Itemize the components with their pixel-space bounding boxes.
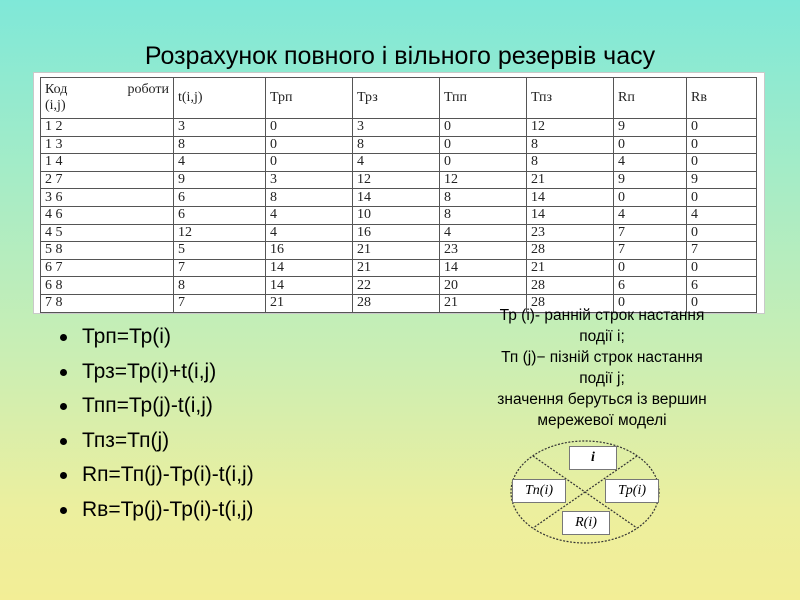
cell-tpp: 20	[440, 277, 527, 295]
header-code-label-2: роботи	[127, 82, 169, 97]
cell-rp: 0	[614, 259, 687, 277]
cell-rv: 0	[687, 294, 757, 312]
cell-trp: 14	[266, 259, 353, 277]
table-row	[41, 136, 757, 154]
cell-code: 6 8	[41, 277, 174, 295]
cell-rv: 0	[687, 189, 757, 207]
cell-trp: 4	[266, 224, 353, 242]
cell-rv: 4	[687, 206, 757, 224]
table-row	[41, 119, 757, 137]
cell-rv: 9	[687, 171, 757, 189]
bullet-icon	[60, 438, 67, 445]
cell-tpz: 21	[527, 171, 614, 189]
cell-trp: 21	[266, 294, 353, 312]
bullet-icon	[60, 334, 67, 341]
formula-item	[60, 355, 254, 390]
header-rv: Rв	[687, 78, 757, 119]
cell-t: 9	[174, 171, 266, 189]
cell-rp: 0	[614, 294, 687, 312]
cell-code: 6 7	[41, 259, 174, 277]
cell-t: 8	[174, 277, 266, 295]
cell-tpp: 0	[440, 119, 527, 137]
cell-trp: 8	[266, 189, 353, 207]
node-late-time-label: Tn(i)	[512, 479, 566, 503]
table-row	[41, 206, 757, 224]
cell-rv: 0	[687, 154, 757, 172]
table-row	[41, 224, 757, 242]
cell-tpp: 8	[440, 206, 527, 224]
cell-tpp: 14	[440, 259, 527, 277]
cell-t: 8	[174, 136, 266, 154]
header-tpp: Тпп	[440, 78, 527, 119]
cell-t: 12	[174, 224, 266, 242]
formula-item	[60, 389, 254, 424]
cell-code: 4 6	[41, 206, 174, 224]
table-row	[41, 242, 757, 260]
cell-trz: 8	[353, 136, 440, 154]
cell-tpz: 14	[527, 206, 614, 224]
event-node-diagram	[505, 440, 675, 555]
cell-trz: 14	[353, 189, 440, 207]
bullet-icon	[60, 472, 67, 479]
cell-trp: 3	[266, 171, 353, 189]
table-body	[41, 119, 757, 313]
cell-trp: 4	[266, 206, 353, 224]
reserves-table	[40, 77, 757, 313]
table-row	[41, 154, 757, 172]
formula-item	[60, 320, 254, 355]
node-reserve-label: R(i)	[562, 511, 610, 535]
bullet-icon	[60, 369, 67, 376]
cell-t: 7	[174, 294, 266, 312]
note-line-5: значення беруться із вершин	[497, 391, 707, 408]
cell-code: 7 8	[41, 294, 174, 312]
cell-trz: 21	[353, 259, 440, 277]
cell-t: 3	[174, 119, 266, 137]
formula-list	[60, 320, 254, 527]
cell-code: 5 8	[41, 242, 174, 260]
note-line-2: події і;	[579, 328, 625, 345]
cell-rp: 0	[614, 136, 687, 154]
formula-text: Тпз=Тп(j)	[82, 428, 170, 452]
cell-rp: 0	[614, 189, 687, 207]
cell-tpp: 4	[440, 224, 527, 242]
header-rp: Rп	[614, 78, 687, 119]
cell-trz: 10	[353, 206, 440, 224]
cell-trz: 28	[353, 294, 440, 312]
cell-tpz: 28	[527, 294, 614, 312]
formula-text: Трз=Тр(i)+t(i,j)	[82, 359, 217, 383]
note-line-3: Тп (j)− пізній строк настання	[501, 349, 703, 366]
cell-t: 6	[174, 189, 266, 207]
cell-trz: 3	[353, 119, 440, 137]
table-header-row	[41, 78, 757, 119]
cell-rv: 0	[687, 136, 757, 154]
cell-rv: 7	[687, 242, 757, 260]
cell-rv: 0	[687, 119, 757, 137]
cell-t: 6	[174, 206, 266, 224]
header-trz: Трз	[353, 78, 440, 119]
cell-code: 1 2	[41, 119, 174, 137]
cell-tpz: 23	[527, 224, 614, 242]
cell-trp: 0	[266, 154, 353, 172]
header-tpz: Тпз	[527, 78, 614, 119]
cell-rp: 9	[614, 119, 687, 137]
cell-code: 1 3	[41, 136, 174, 154]
note-line-4: події j;	[579, 370, 625, 387]
bullet-icon	[60, 403, 67, 410]
note-line-1: Тр (i)- ранній строк настання	[499, 307, 705, 324]
formula-text: Тпп=Тр(j)-t(i,j)	[82, 394, 213, 417]
cell-rp: 7	[614, 224, 687, 242]
cell-trz: 4	[353, 154, 440, 172]
cell-tpz: 14	[527, 189, 614, 207]
cell-trp: 16	[266, 242, 353, 260]
cell-tpp: 21	[440, 294, 527, 312]
table-row	[41, 277, 757, 295]
cell-tpz: 8	[527, 154, 614, 172]
cell-trp: 14	[266, 277, 353, 295]
cell-rv: 0	[687, 224, 757, 242]
table-row	[41, 189, 757, 207]
cell-trp: 0	[266, 136, 353, 154]
cell-rp: 4	[614, 154, 687, 172]
formula-text: Rв=Тр(j)-Тр(i)-t(i,j)	[82, 497, 254, 521]
header-trp: Трп	[266, 78, 353, 119]
cell-trz: 21	[353, 242, 440, 260]
cell-tpz: 12	[527, 119, 614, 137]
node-early-time-label: Tp(i)	[605, 479, 659, 503]
formula-text: Rп=Тп(j)-Тр(i)-t(i,j)	[82, 463, 254, 486]
note-line-6: мережевої моделі	[537, 412, 667, 429]
cell-trz: 22	[353, 277, 440, 295]
cell-t: 7	[174, 259, 266, 277]
cell-code: 1 4	[41, 154, 174, 172]
cell-tpp: 8	[440, 189, 527, 207]
cell-rp: 9	[614, 171, 687, 189]
header-code-label: Код	[45, 82, 68, 97]
header-code-sub: (i,j)	[45, 98, 66, 113]
cell-trp: 0	[266, 119, 353, 137]
table-row	[41, 171, 757, 189]
formula-item	[60, 424, 254, 459]
cell-code: 2 7	[41, 171, 174, 189]
reserves-table-container	[34, 73, 764, 313]
cell-rv: 0	[687, 259, 757, 277]
slide-title: Розрахунок повного і вільного резервів часу	[144, 42, 656, 70]
cell-t: 4	[174, 154, 266, 172]
cell-tpp: 23	[440, 242, 527, 260]
cell-rp: 6	[614, 277, 687, 295]
cell-tpz: 28	[527, 242, 614, 260]
cell-tpp: 12	[440, 171, 527, 189]
cell-rv: 6	[687, 277, 757, 295]
cell-tpz: 21	[527, 259, 614, 277]
cell-code: 4 5	[41, 224, 174, 242]
cell-code: 3 6	[41, 189, 174, 207]
cell-tpp: 0	[440, 154, 527, 172]
table-row	[41, 259, 757, 277]
formula-item	[60, 493, 254, 528]
header-t: t(i,j)	[174, 78, 266, 119]
cell-tpz: 8	[527, 136, 614, 154]
bullet-icon	[60, 507, 67, 514]
cell-trz: 12	[353, 171, 440, 189]
formula-item	[60, 458, 254, 493]
legend-note	[462, 305, 742, 431]
cell-tpz: 28	[527, 277, 614, 295]
cell-rp: 7	[614, 242, 687, 260]
cell-trz: 16	[353, 224, 440, 242]
cell-rp: 4	[614, 206, 687, 224]
cell-tpp: 0	[440, 136, 527, 154]
formula-text: Трп=Тр(i)	[82, 325, 171, 348]
cell-t: 5	[174, 242, 266, 260]
node-index-label: i	[569, 446, 617, 470]
header-code	[41, 78, 174, 119]
